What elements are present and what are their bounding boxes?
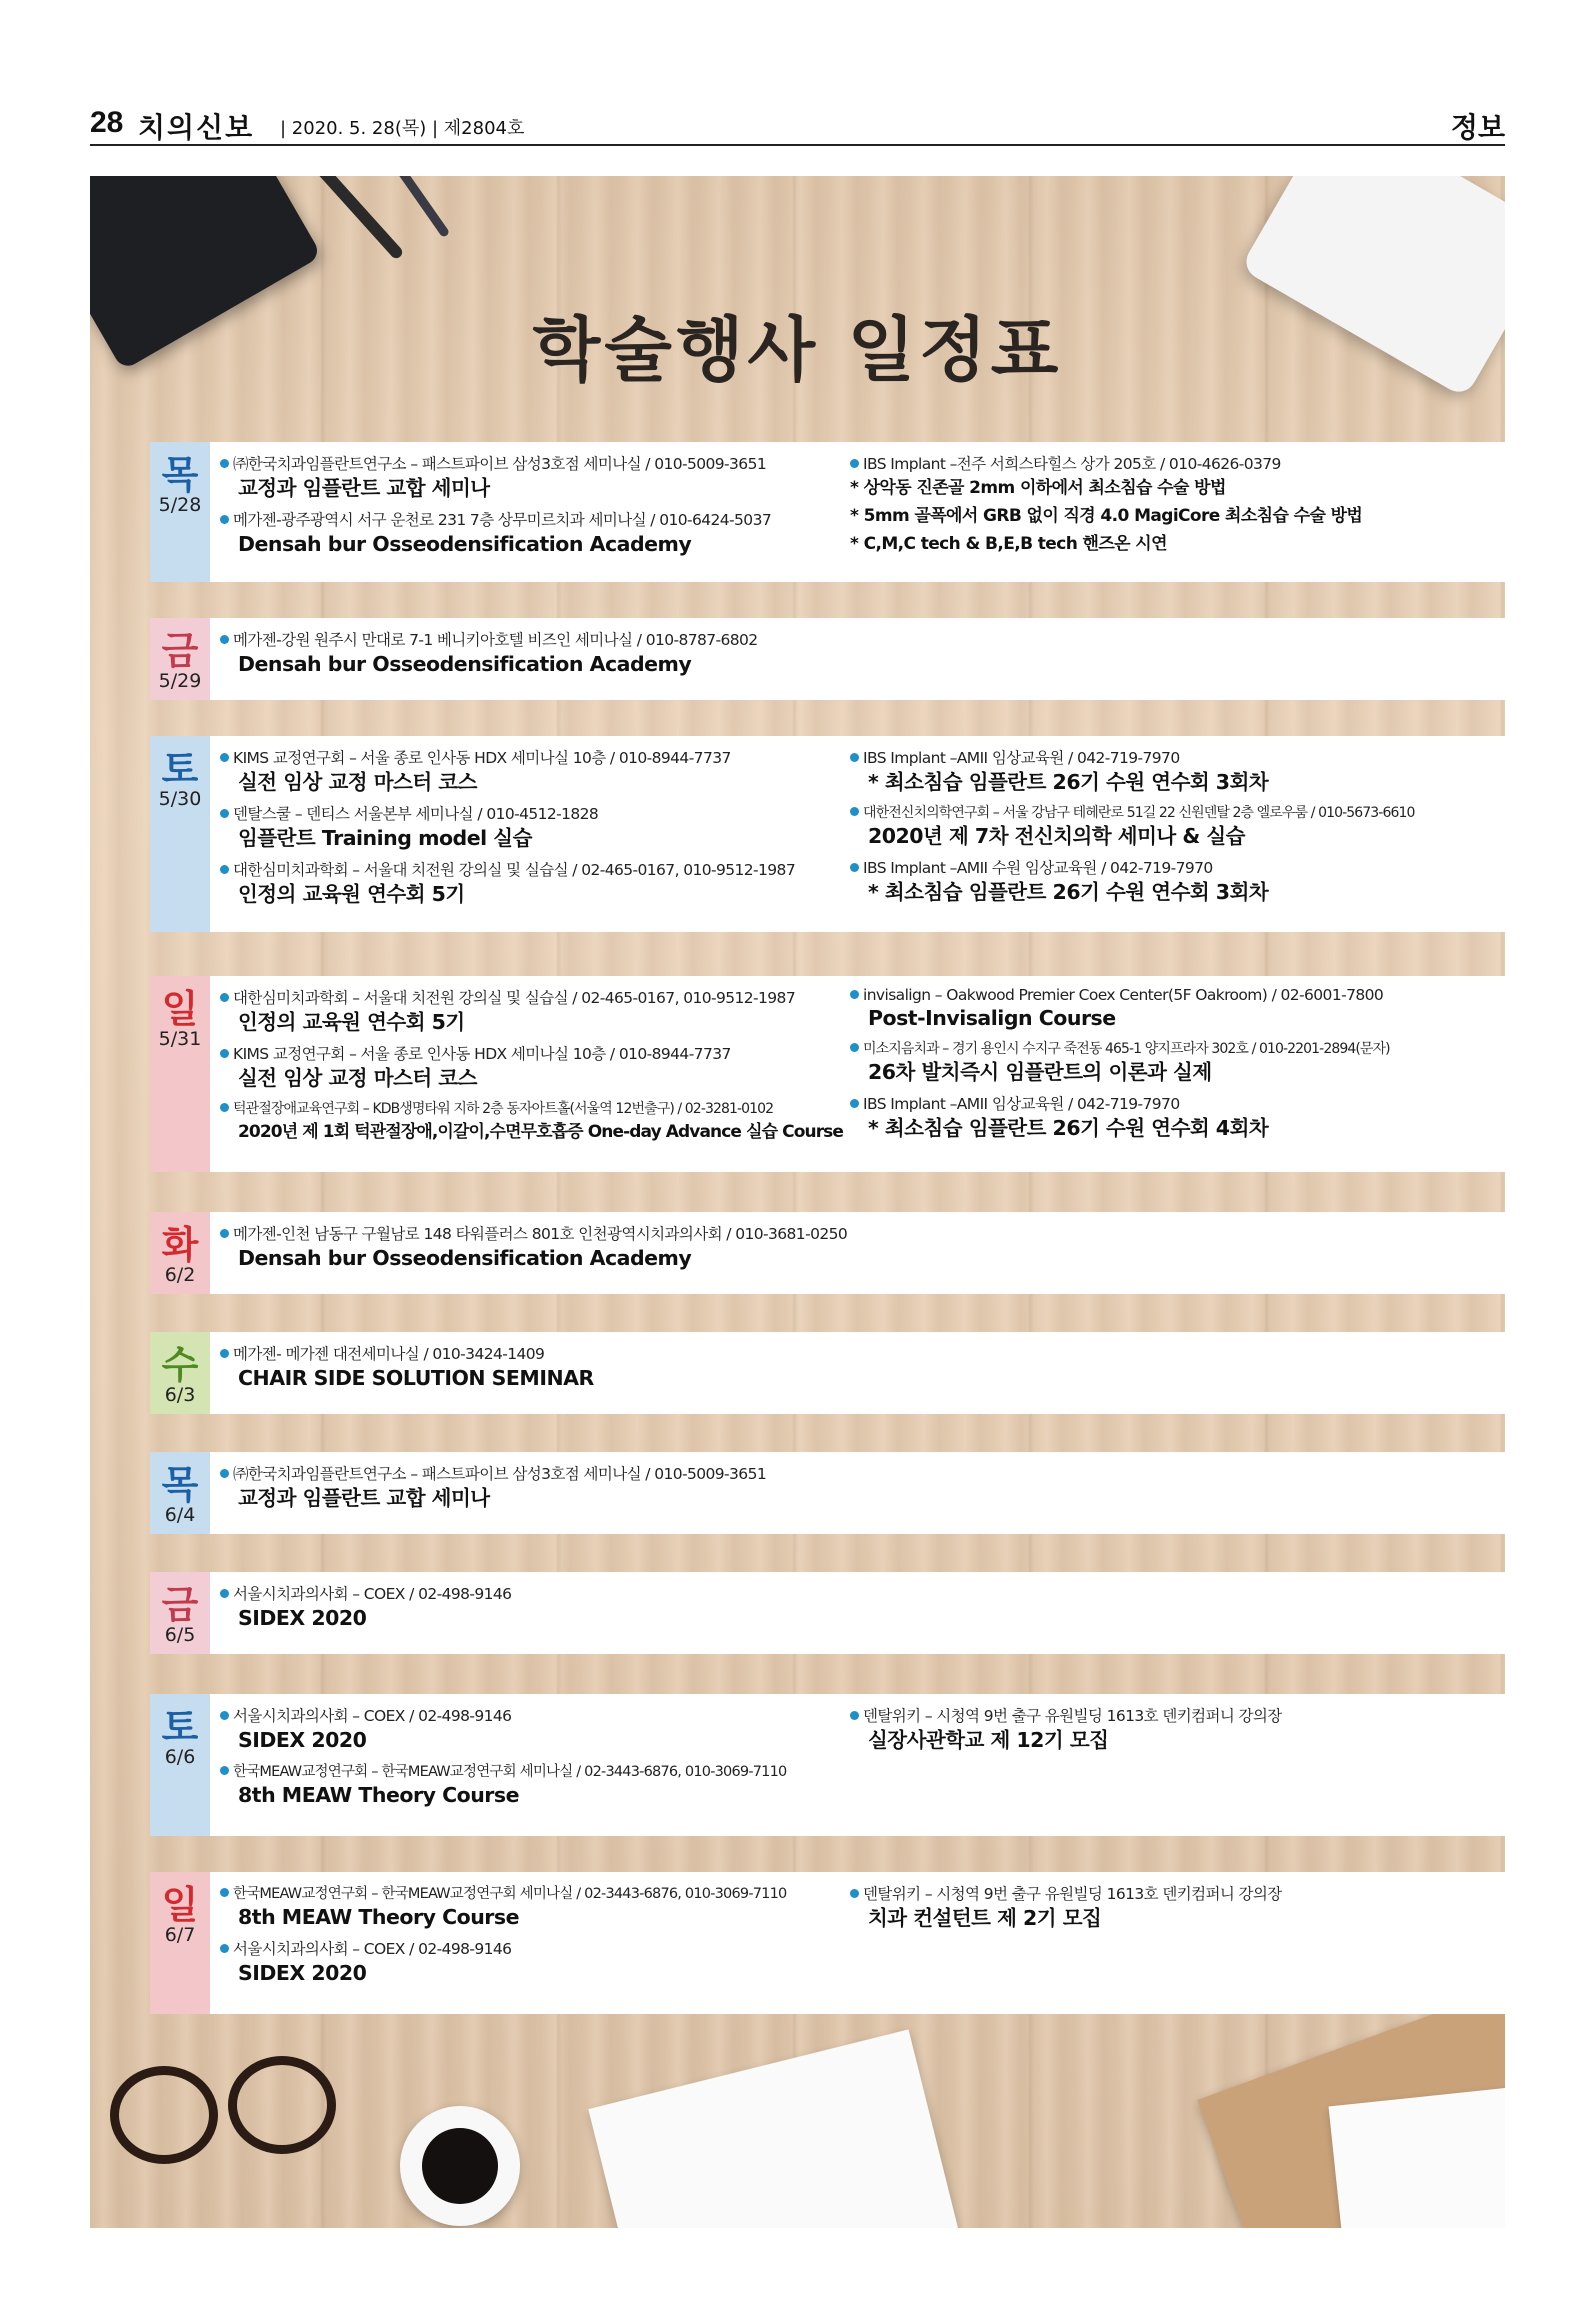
event-item: 덴탈위키 – 시청역 9번 출구 유원빌딩 1613호 덴키컴퍼니 강의장 치과 컨설턴트 제 2기 모집: [850, 1882, 1282, 1932]
left-column: [220, 986, 843, 1152]
bullet-icon: [220, 459, 229, 468]
bullet-icon: [220, 865, 229, 874]
right-column: [850, 1882, 1282, 1938]
notepad-decoration: [1328, 2087, 1505, 2228]
page-header: [90, 106, 1505, 142]
header-rule: [90, 144, 1505, 146]
day-label: 일 5/31: [150, 976, 210, 1172]
day-card-6-4: [161, 1452, 1505, 1534]
day-card-5-31: [158, 976, 1505, 1172]
event-item: ㈜한국치과임플란트연구소 – 패스트파이브 삼성3호점 세미나실 / 010-5009-3651 교정과 임플란트 교합 세미나: [220, 452, 771, 502]
bullet-icon: [850, 863, 859, 872]
event-item: ㈜한국치과임플란트연구소 – 패스트파이브 삼성3호점 세미나실 / 010-5009-3651 교정과 임플란트 교합 세미나: [220, 1462, 766, 1512]
page-number: 28: [90, 106, 124, 139]
bullet-icon: [850, 1043, 859, 1052]
event-item: 덴탈위키 – 시청역 9번 출구 유원빌딩 1613호 덴키컴퍼니 강의장 실장사관학교 제 12기 모집: [850, 1704, 1282, 1754]
bullet-icon: [850, 990, 859, 999]
event-item: 서울시치과의사회 – COEX / 02-498-9146 SIDEX 2020: [220, 1582, 511, 1632]
left-column: [220, 1582, 511, 1638]
bullet-icon: [220, 1349, 229, 1358]
bullet-icon: [220, 809, 229, 818]
event-item: 메가젠-광주광역시 서구 운천로 231 7층 상무미르치과 세미나실 / 010-6424-5037 Densah bur Osseodensification Academy: [220, 508, 771, 558]
left-column: [220, 1462, 766, 1518]
day-card-6-6: [161, 1694, 1505, 1836]
bullet-icon: [850, 459, 859, 468]
bullet-icon: [220, 1589, 229, 1598]
event-item: 서울시치과의사회 – COEX / 02-498-9146 SIDEX 2020: [220, 1704, 786, 1754]
event-item: 대한심미치과학회 – 서울대 치전원 강의실 및 실습실 / 02-465-0167, 010-9512-1987 인정의 교육원 연수회 5기: [220, 986, 843, 1036]
event-item: 메가젠-강원 원주시 만대로 7-1 베니키아호텔 비즈인 세미나실 / 010-8787-6802 Densah bur Osseodensification Academy: [220, 628, 758, 678]
bullet-icon: [220, 1469, 229, 1478]
left-column: [220, 1882, 786, 1993]
glasses-decoration: [110, 2056, 340, 2156]
right-column: [850, 986, 1390, 1148]
day-label: 일 6/7: [150, 1872, 210, 2014]
bullet-icon: [220, 1229, 229, 1238]
left-column: [220, 1342, 594, 1398]
bullet-icon: [850, 1889, 859, 1898]
bullet-icon: [220, 515, 229, 524]
bullet-icon: [220, 1049, 229, 1058]
bullet-icon: [220, 1944, 229, 1953]
right-column: [850, 452, 1362, 564]
bullet-icon: [850, 753, 859, 762]
event-item: 턱관절장애교육연구회 – KDB생명타워 지하 2층 동자아트홀(서울역 12번출구) / 02-3281-0102 2020년 제 1회 턱관절장애,이갈이,수면무호흡증 One-day Advance 실습 Course: [220, 1098, 843, 1146]
event-item: 메가젠- 메가젠 대전세미나실 / 010-3424-1409 CHAIR SIDE SOLUTION SEMINAR: [220, 1342, 594, 1392]
event-item: 한국MEAW교정연구회 – 한국MEAW교정연구회 세미나실 / 02-3443-6876, 010-3069-7110 8th MEAW Theory Course: [220, 1882, 786, 1931]
day-card-6-5: [161, 1572, 1505, 1654]
event-item: 덴탈스쿨 – 덴티스 서울본부 세미나실 / 010-4512-1828 임플란트 Training model 실습: [220, 802, 795, 852]
right-column: [850, 746, 1414, 912]
event-item: KIMS 교정연구회 – 서울 종로 인사동 HDX 세미나실 10층 / 010-8944-7737 실전 임상 교정 마스터 코스: [220, 746, 795, 796]
left-column: [220, 746, 795, 914]
day-label: 토 6/6: [150, 1694, 210, 1836]
bullet-icon: [220, 1103, 229, 1112]
event-item: 대한전신치의학연구회 – 서울 강남구 테헤란로 51길 22 신원덴탈 2층 엘로우룸 / 010-5673-6610 2020년 제 7차 전신치의학 세미나 & 실습: [850, 802, 1414, 850]
day-card-6-3: [161, 1332, 1505, 1414]
right-column: [850, 1704, 1282, 1760]
bullet-icon: [220, 1766, 229, 1775]
newspaper-name: 치의신보: [138, 111, 255, 144]
page-title: 학술행사 일정표: [532, 309, 1063, 391]
event-item: 서울시치과의사회 – COEX / 02-498-9146 SIDEX 2020: [220, 1937, 786, 1987]
left-column: [220, 452, 771, 564]
day-label: 금 6/5: [150, 1572, 210, 1654]
planner-decoration: [588, 2029, 961, 2228]
issue-date: | 2020. 5. 28(목) | 제2804호: [280, 118, 525, 139]
day-card-6-2: [161, 1212, 1505, 1294]
bullet-icon: [220, 993, 229, 1002]
bullet-icon: [220, 1888, 229, 1897]
left-column: [220, 1704, 786, 1815]
bullet-icon: [220, 1711, 229, 1720]
pen-decoration: [315, 176, 404, 261]
event-item: KIMS 교정연구회 – 서울 종로 인사동 HDX 세미나실 10층 / 010-8944-7737 실전 임상 교정 마스터 코스: [220, 1042, 843, 1092]
event-item: 한국MEAW교정연구회 – 한국MEAW교정연구회 세미나실 / 02-3443-6876, 010-3069-7110 8th MEAW Theory Course: [220, 1760, 786, 1809]
bullet-icon: [850, 1711, 859, 1720]
coffee-cup-decoration: [400, 2106, 520, 2226]
left-column: [220, 1222, 847, 1278]
event-item: IBS Implant –전주 서희스타힐스 상가 205호 / 010-4626-0379 * 상악동 진존골 2mm 이하에서 최소침습 수술 방법 * 5mm 골폭에서 GRB 없이 직경 4.0 MagiCore 최소침습 수술 방법 * C,M,C tech & B,E,B tech 핸즈온 시연: [850, 455, 1363, 554]
event-item: IBS Implant –AMII 임상교육원 / 042-719-7970 * 최소침습 임플란트 26기 수원 연수회 3회차: [850, 746, 1414, 796]
day-card-5-30: [158, 736, 1505, 932]
bullet-icon: [850, 1099, 859, 1108]
event-item: 메가젠-인천 남동구 구월남로 148 타워플러스 801호 인천광역시치과의사회 / 010-3681-0250 Densah bur Osseodensification Academy: [220, 1222, 847, 1272]
day-label: 수 6/3: [150, 1332, 210, 1414]
day-label: 금 5/29: [150, 618, 210, 700]
day-label: 목 5/28: [150, 442, 210, 582]
bullet-icon: [850, 807, 859, 816]
left-column: [220, 628, 758, 684]
event-item: IBS Implant –AMII 임상교육원 / 042-719-7970 * 최소침습 임플란트 26기 수원 연수회 4회차: [850, 1092, 1390, 1142]
pen-decoration: [380, 176, 450, 238]
day-label: 목 6/4: [150, 1452, 210, 1534]
day-card-5-28: [158, 442, 1505, 582]
event-item: 미소지음치과 – 경기 용인시 수지구 죽전동 465-1 양지프라자 302호 / 010-2201-2894(문자) 26차 발치즉시 임플란트의 이론과 실제: [850, 1038, 1390, 1086]
section-label: 정보: [1450, 111, 1505, 144]
bullet-icon: [220, 635, 229, 644]
event-item: 대한심미치과학회 – 서울대 치전원 강의실 및 실습실 / 02-465-0167, 010-9512-1987 인정의 교육원 연수회 5기: [220, 858, 795, 908]
event-item: invisalign – Oakwood Premier Coex Center(5F Oakroom) / 02-6001-7800 Post-Invisalign Course: [850, 986, 1390, 1032]
day-label: 화 6/2: [150, 1212, 210, 1294]
event-item: IBS Implant –AMII 수원 임상교육원 / 042-719-7970 * 최소침습 임플란트 26기 수원 연수회 3회차: [850, 856, 1414, 906]
bullet-icon: [220, 753, 229, 762]
day-card-5-29: [158, 618, 1505, 700]
day-label: 토 5/30: [150, 736, 210, 932]
day-card-6-7: [161, 1872, 1505, 2014]
schedule-panel: [90, 176, 1505, 2228]
